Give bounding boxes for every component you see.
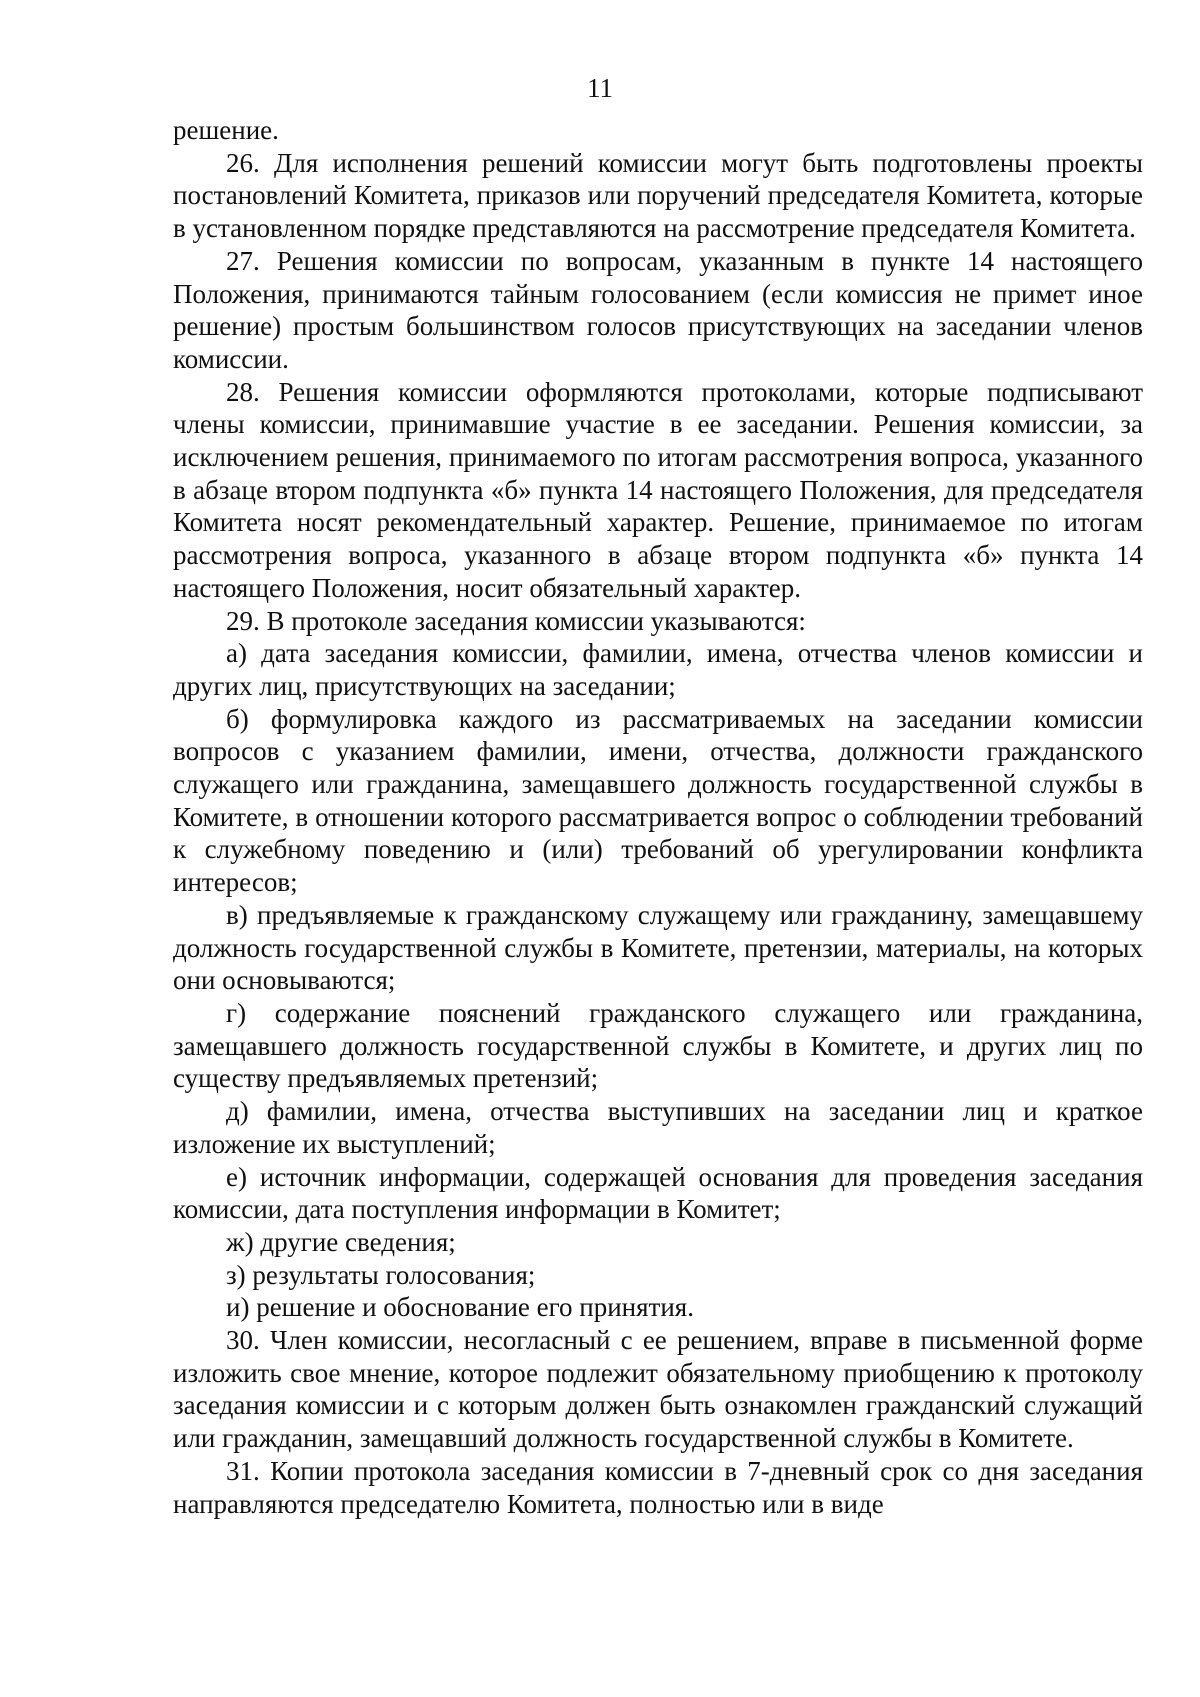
paragraph-26: 26. Для исполнения решений комиссии могут быть подготовлены проекты постановлений Комитета, приказов или поручений председателя Комитета, которые в установленном порядке представляются на рассмотрение председателя Комитета. bbox=[173, 147, 1143, 244]
paragraph-continuation: решение. bbox=[173, 115, 279, 145]
paragraph-31: 31. Копии протокола заседания комиссии в 7-дневный срок со дня заседания направляются председателю Комитета, полностью или в виде bbox=[173, 1455, 1143, 1519]
paragraph-27: 27. Решения комиссии по вопросам, указанным в пункте 14 настоящего Положения, принимаются тайным голосованием (если комиссия не примет иное решение) простым большинством голосов присутствующих на заседании членов комиссии. bbox=[173, 245, 1143, 374]
list-item-i: и) решение и обоснование его принятия. bbox=[226, 1292, 694, 1323]
list-item-g: г) содержание пояснений гражданского служащего или гражданина, замещавшего должность государственной службы в Комитете, и других лиц по существу предъявляемых претензий; bbox=[173, 997, 1143, 1094]
paragraph-28: 28. Решения комиссии оформляются протоколами, которые подписывают члены комиссии, принимавшие участие в ее заседании. Решения комиссии, за исключением решения, принимаемого по итогам рассмотрения вопроса, указанного в абзаце втором подпункта «б» пункта 14 настоящего Положения, для председателя Комитета носят рекомендательный характер. Решение, принимаемое по итогам рассмотрения вопроса, указанного в абзаце втором подпункта «б» пункта 14 настоящего Положения, носит обязательный характер. bbox=[173, 376, 1143, 603]
document-body bbox=[173, 114, 1143, 1520]
list-item-d: д) фамилии, имена, отчества выступивших на заседании лиц и краткое изложение их выступлений; bbox=[173, 1096, 1143, 1159]
paragraph-30: 30. Член комиссии, несогласный с ее решением, вправе в письменной форме изложить свое мнение, которое подлежит обязательному приобщению к протоколу заседания комиссии и с которым должен быть ознакомлен гражданский служащий или гражданин, замещавший должность государственной службы в Комитете. bbox=[173, 1325, 1143, 1454]
list-item-e: е) источник информации, содержащей основания для проведения заседания комиссии, дата поступления информации в Комитет; bbox=[173, 1161, 1143, 1225]
list-item-zh: ж) другие сведения; bbox=[226, 1226, 456, 1257]
paragraph-29: 29. В протоколе заседания комиссии указываются: bbox=[226, 605, 806, 636]
list-item-a: а) дата заседания комиссии, фамилии, имена, отчества членов комиссии и других лиц, присутствующих на заседании; bbox=[173, 638, 1143, 701]
list-item-b: б) формулировка каждого из рассматриваемых на заседании комиссии вопросов с указанием фамилии, имени, отчества, должности гражданского служащего или гражданина, замещавшего должность государственной службы в Комитете, в отношении которого рассматривается вопрос о соблюдении требований к служебному поведению и (или) требований об урегулировании конфликта интересов; bbox=[173, 703, 1143, 898]
list-item-z: з) результаты голосования; bbox=[226, 1259, 536, 1290]
page-number: 11 bbox=[587, 73, 613, 103]
list-item-v: в) предъявляемые к гражданскому служащему или гражданину, замещавшему должность государственной службы в Комитете, претензии, материалы, на которых они основываются; bbox=[173, 899, 1143, 996]
